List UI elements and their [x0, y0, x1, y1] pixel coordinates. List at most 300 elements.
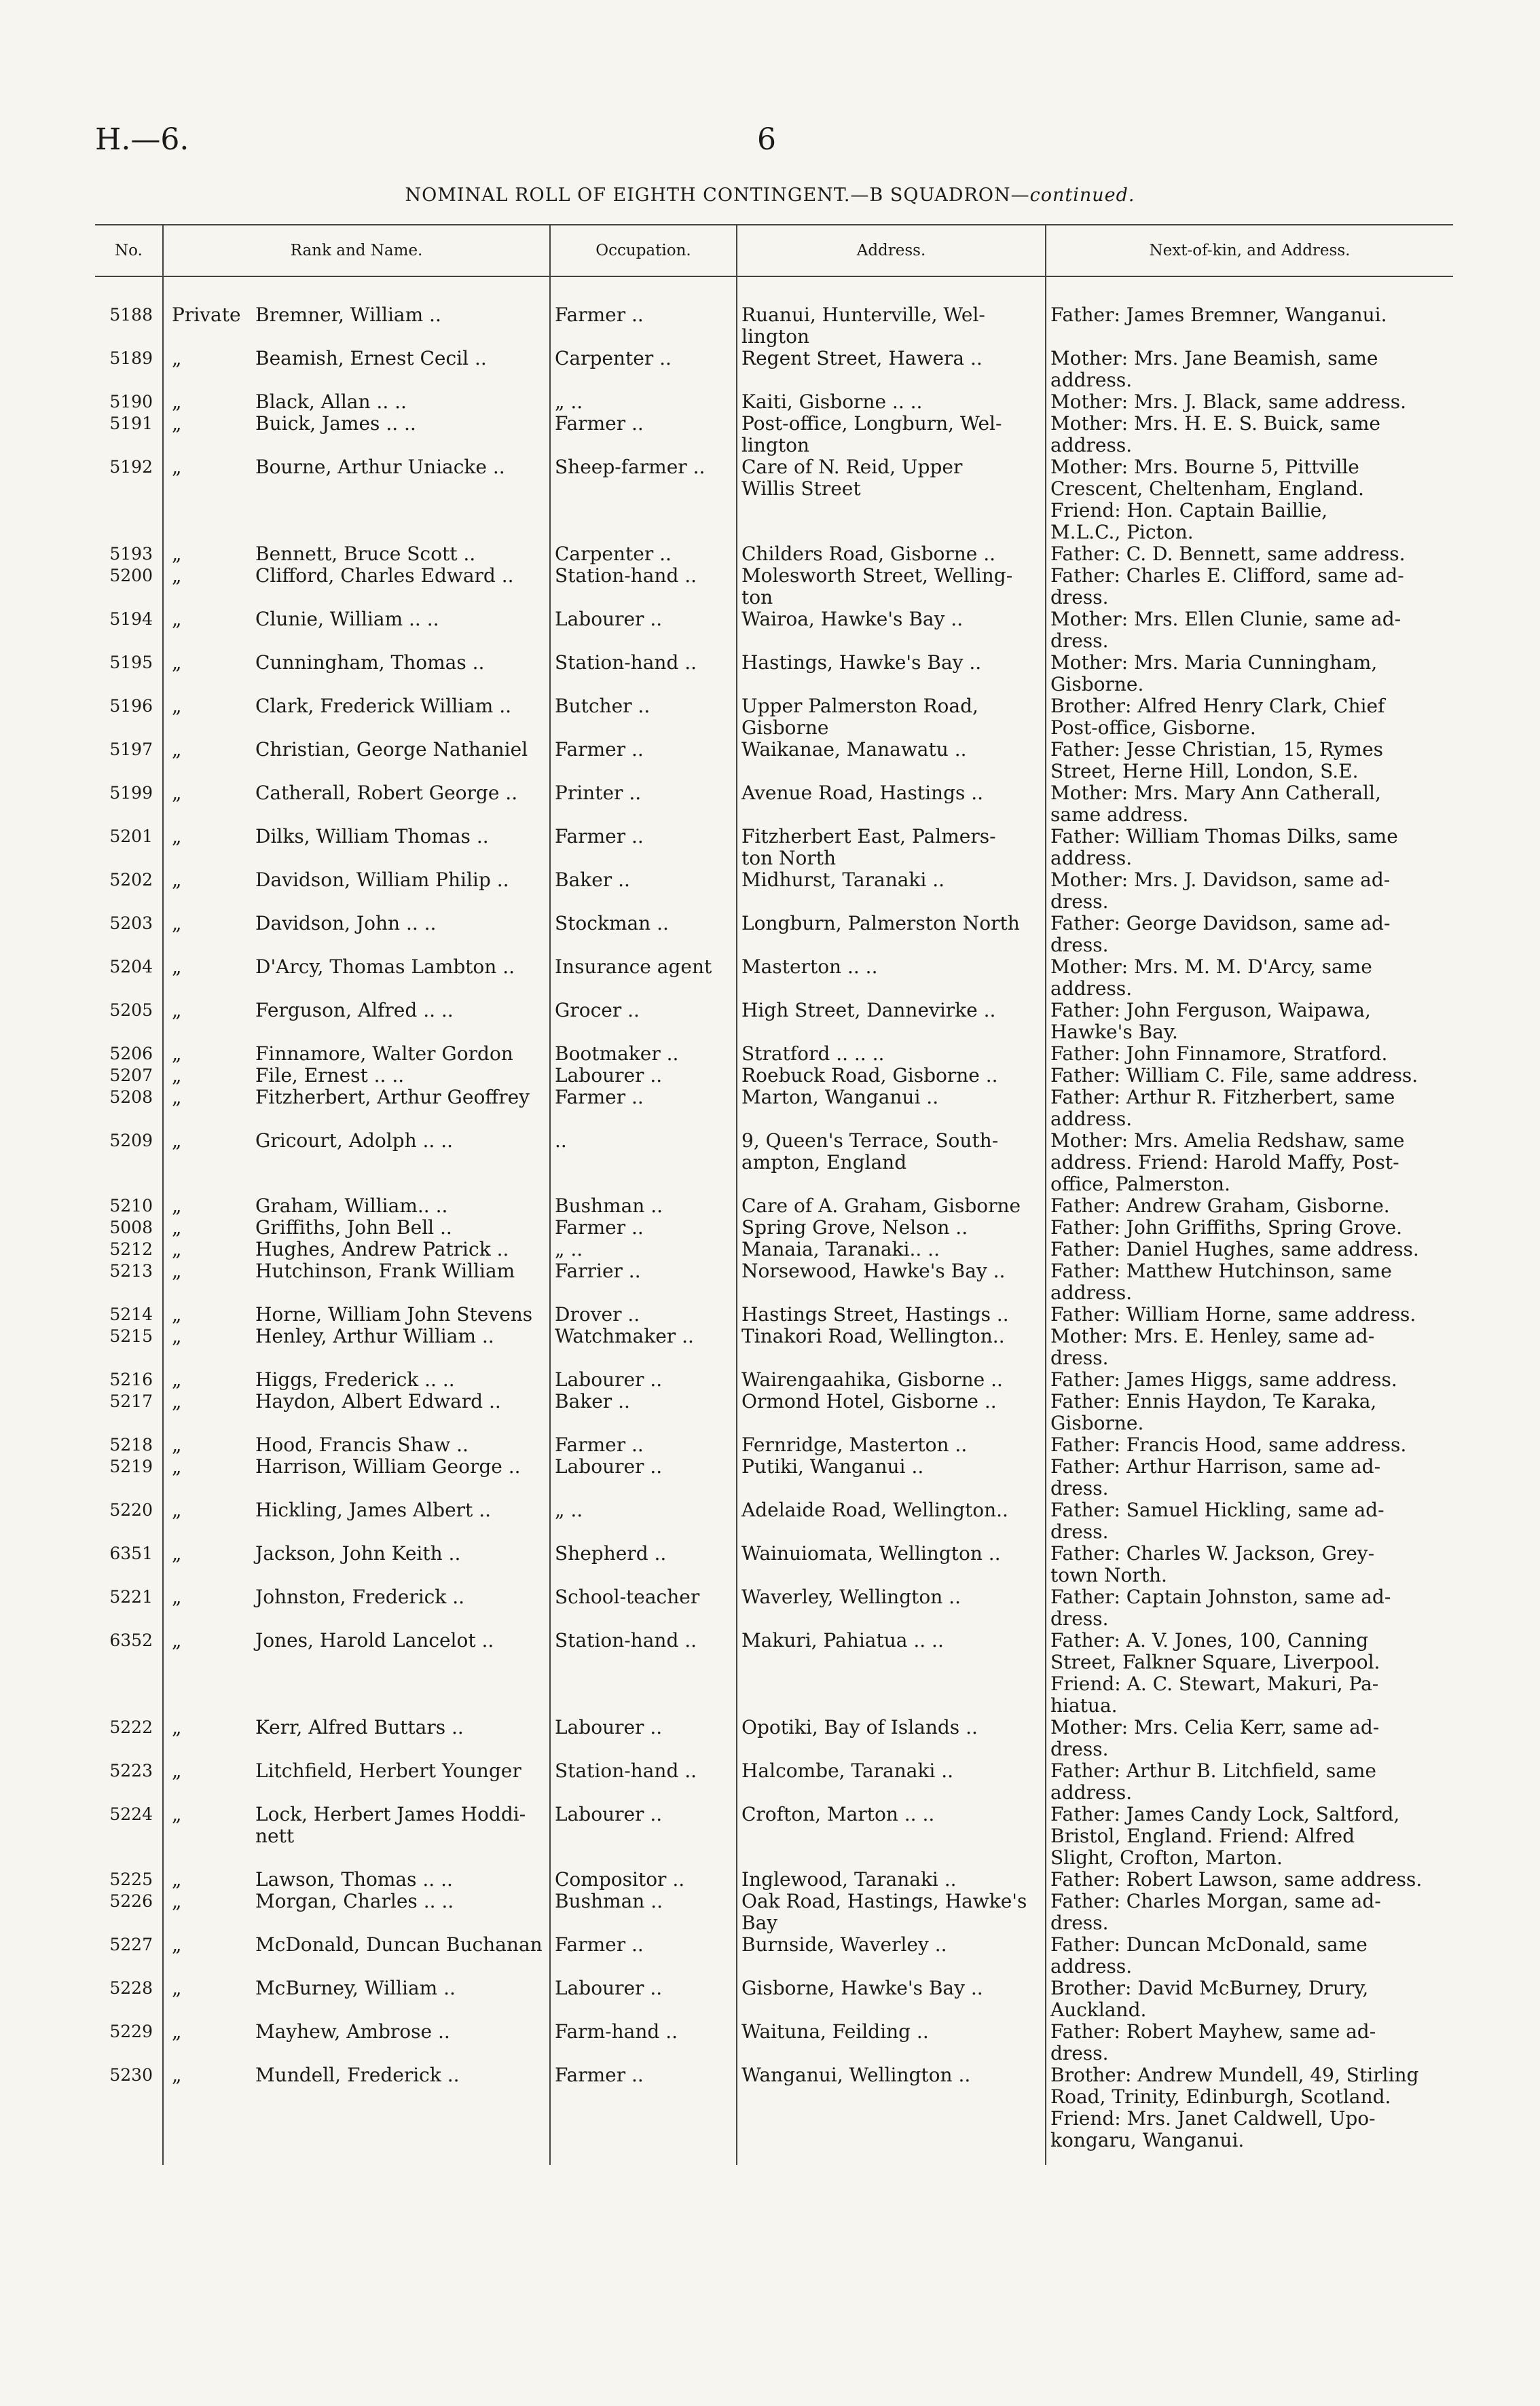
next-of-kin-line: address.: [1050, 1281, 1133, 1304]
occupation: „ ..: [550, 1239, 737, 1260]
next-of-kin-line: dress.: [1050, 586, 1109, 608]
next-of-kin-line: Father: Duncan McDonald, same: [1050, 1933, 1368, 1956]
table-row-continuation: [95, 978, 1453, 1000]
occupation: Grocer ..: [550, 1000, 737, 1021]
occupation: Baker ..: [550, 1391, 737, 1412]
member-name: Clifford, Charles Edward ..: [251, 565, 550, 587]
table-row: [95, 1000, 1453, 1021]
table-row-continuation: [95, 1108, 1453, 1130]
table-row-continuation: [95, 478, 1453, 500]
member-name: Catherall, Robert George ..: [251, 782, 550, 804]
occupation: Farmer ..: [550, 304, 737, 326]
address-line: Kaiti, Gisborne .. ..: [737, 391, 1046, 413]
table-row-continuation: [95, 1412, 1453, 1434]
occupation: Shepherd ..: [550, 1543, 737, 1565]
table-row-continuation: [95, 1347, 1453, 1369]
table-row-continuation: [95, 435, 1453, 456]
rank: „: [172, 1064, 182, 1087]
next-of-kin-line: Father: James Bremner, Wanganui.: [1050, 304, 1387, 326]
address-line: Hastings, Hawke's Bay ..: [737, 652, 1046, 674]
next-of-kin-line: Slight, Crofton, Marton.: [1050, 1846, 1283, 1869]
rank: „: [172, 1129, 182, 1152]
occupation: Carpenter ..: [550, 543, 737, 565]
address-line: Marton, Wanganui ..: [737, 1087, 1046, 1108]
member-name: Christian, George Nathaniel: [251, 739, 550, 761]
next-of-kin-line: Father: Jesse Christian, 15, Rymes: [1050, 738, 1384, 761]
address-line: Ruanui, Hunterville, Wel-: [737, 304, 1046, 326]
next-of-kin-line: dress.: [1050, 1738, 1109, 1760]
rank: „: [172, 1629, 182, 1652]
next-of-kin-line: Father: John Griffiths, Spring Grove.: [1050, 1216, 1403, 1239]
table-row: [95, 913, 1453, 934]
member-name: File, Ernest .. ..: [251, 1065, 550, 1087]
next-of-kin-line: Mother: Mrs. Mary Ann Catherall,: [1050, 782, 1381, 804]
rank: „: [172, 1368, 182, 1391]
address-line: Masterton .. ..: [737, 956, 1046, 978]
table-row: [95, 1195, 1453, 1217]
service-number: 5227: [95, 1934, 163, 1956]
address-line: Wairengaahika, Gisborne ..: [737, 1369, 1046, 1391]
rank: „: [172, 1542, 182, 1565]
address-line: Willis Street: [737, 478, 1046, 500]
table-row-continuation: [95, 2108, 1453, 2130]
table-row: [95, 1891, 1453, 1912]
next-of-kin-line: kongaru, Wanganui.: [1050, 2129, 1245, 2151]
next-of-kin-line: Father: Charles W. Jackson, Grey-: [1050, 1542, 1375, 1565]
next-of-kin-line: Father: Arthur Harrison, same ad-: [1050, 1455, 1381, 1478]
next-of-kin-line: address.: [1050, 369, 1133, 391]
table-row: [95, 1087, 1453, 1108]
occupation: ..: [550, 1130, 737, 1152]
member-name: Haydon, Albert Edward ..: [251, 1391, 550, 1412]
next-of-kin-line: address.: [1050, 977, 1133, 1000]
member-name: Horne, William John Stevens: [251, 1304, 550, 1326]
service-number: 5202: [95, 869, 163, 891]
occupation: Bushman ..: [550, 1195, 737, 1217]
service-number: 5196: [95, 695, 163, 717]
table-row-continuation: [95, 674, 1453, 695]
address-line: Molesworth Street, Welling-: [737, 565, 1046, 587]
member-name: Bennett, Bruce Scott ..: [251, 543, 550, 565]
next-of-kin-line: dress.: [1050, 630, 1109, 652]
rank: „: [172, 1390, 182, 1412]
address-line: Avenue Road, Hastings ..: [737, 782, 1046, 804]
next-of-kin-line: Father: John Ferguson, Waipawa,: [1050, 999, 1371, 1021]
next-of-kin-line: Mother: Mrs. Jane Beamish, same: [1050, 347, 1378, 369]
member-name: Hood, Francis Shaw ..: [251, 1434, 550, 1456]
rank: „: [172, 1890, 182, 1912]
member-name: Jackson, John Keith ..: [251, 1543, 550, 1565]
column-header-no: No.: [95, 225, 163, 276]
next-of-kin-line: office, Palmerston.: [1050, 1173, 1230, 1195]
next-of-kin-line: address.: [1050, 847, 1133, 869]
table-row: [95, 1434, 1453, 1456]
table-row-continuation: [95, 522, 1453, 543]
table-row-continuation: [95, 326, 1453, 348]
next-of-kin-line: Mother: Mrs. E. Henley, same ad-: [1050, 1325, 1375, 1347]
rank: „: [172, 1042, 182, 1065]
address-line: Waverley, Wellington ..: [737, 1586, 1046, 1608]
member-name-continued: nett: [251, 1825, 550, 1847]
address-line: Care of N. Reid, Upper: [737, 456, 1046, 478]
service-number: 5201: [95, 826, 163, 847]
member-name: Litchfield, Herbert Younger: [251, 1760, 550, 1782]
table-row: [95, 2021, 1453, 2043]
service-number: 5228: [95, 1977, 163, 1999]
address-line: Gisborne, Hawke's Bay ..: [737, 1977, 1046, 1999]
service-number: 5218: [95, 1434, 163, 1456]
table-row-continuation: [95, 2130, 1453, 2151]
table-row-continuation: [95, 1825, 1453, 1847]
address-line: Putiki, Wanganui ..: [737, 1456, 1046, 1478]
table-row: [95, 348, 1453, 369]
next-of-kin-line: Street, Falkner Square, Liverpool.: [1050, 1651, 1380, 1673]
member-name: Clunie, William .. ..: [251, 608, 550, 630]
rank: „: [172, 1499, 182, 1521]
next-of-kin-line: Father: William Thomas Dilks, same: [1050, 825, 1398, 847]
address-line: Wairoa, Hawke's Bay ..: [737, 608, 1046, 630]
column-header-occupation: Occupation.: [550, 225, 737, 276]
rank: „: [172, 1216, 182, 1239]
address-line: Waikanae, Manawatu ..: [737, 739, 1046, 761]
table-body: [95, 276, 1453, 2165]
table-row-continuation: [95, 500, 1453, 522]
table-row-continuation: [95, 847, 1453, 869]
member-name: Hutchinson, Frank William: [251, 1260, 550, 1282]
member-name: Johnston, Frederick ..: [251, 1586, 550, 1608]
rank: „: [172, 782, 182, 804]
member-name: D'Arcy, Thomas Lambton ..: [251, 956, 550, 978]
table-row-continuation: [95, 804, 1453, 826]
next-of-kin-line: dress.: [1050, 2042, 1109, 2064]
address-line: Midhurst, Taranaki ..: [737, 869, 1046, 891]
next-of-kin-line: dress.: [1050, 1912, 1109, 1934]
nominal-roll-table: [95, 224, 1453, 2165]
occupation: Farmer ..: [550, 413, 737, 435]
occupation: Labourer ..: [550, 1717, 737, 1738]
rank: „: [172, 456, 182, 478]
service-number: 5192: [95, 456, 163, 478]
table-row-continuation: [95, 369, 1453, 391]
next-of-kin-line: Father: Samuel Hickling, same ad-: [1050, 1499, 1385, 1521]
next-of-kin-line: dress.: [1050, 1607, 1109, 1630]
next-of-kin-line: address.: [1050, 1955, 1133, 1977]
rank: „: [172, 1195, 182, 1217]
next-of-kin-line: Bristol, England. Friend: Alfred: [1050, 1825, 1355, 1847]
table-row: [95, 695, 1453, 717]
service-number: 5222: [95, 1717, 163, 1738]
table-row: [95, 456, 1453, 478]
table-row: [95, 1065, 1453, 1087]
rank: „: [172, 825, 182, 847]
address-line: lington: [737, 435, 1046, 456]
service-number: 5214: [95, 1304, 163, 1326]
rank: „: [172, 1933, 182, 1956]
service-number: 5221: [95, 1586, 163, 1608]
next-of-kin-line: dress.: [1050, 934, 1109, 956]
next-of-kin-line: address.: [1050, 1781, 1133, 1804]
rank: „: [172, 1803, 182, 1825]
next-of-kin-line: Father: James Higgs, same address.: [1050, 1368, 1397, 1391]
table-row-continuation: [95, 1738, 1453, 1760]
member-name: Black, Allan .. ..: [251, 391, 550, 413]
table-row-continuation: [95, 1999, 1453, 2021]
table-row: [95, 826, 1453, 847]
service-number: 5215: [95, 1326, 163, 1347]
service-number: 5188: [95, 304, 163, 326]
table-row: [95, 304, 1453, 326]
table-row-continuation: [95, 1782, 1453, 1804]
member-name: McBurney, William ..: [251, 1977, 550, 1999]
rank: „: [172, 1716, 182, 1738]
address-line: Inglewood, Taranaki ..: [737, 1869, 1046, 1891]
occupation: Farmer ..: [550, 826, 737, 847]
service-number: 5200: [95, 565, 163, 587]
next-of-kin-line: Father: Captain Johnston, same ad-: [1050, 1586, 1391, 1608]
table-row: [95, 869, 1453, 891]
member-name: Ferguson, Alfred .. ..: [251, 1000, 550, 1021]
service-number: 5229: [95, 2021, 163, 2043]
rank: „: [172, 695, 182, 717]
member-name: Lawson, Thomas .. ..: [251, 1869, 550, 1891]
table-row: [95, 2064, 1453, 2086]
next-of-kin-line: Father: A. V. Jones, 100, Canning: [1050, 1629, 1369, 1652]
next-of-kin-line: Mother: Mrs. J. Davidson, same ad-: [1050, 869, 1391, 891]
rank: „: [172, 999, 182, 1021]
table-row: [95, 1304, 1453, 1326]
address-line: Regent Street, Hawera ..: [737, 348, 1046, 369]
rank: „: [172, 912, 182, 934]
page-title: [0, 185, 1540, 206]
address-line: Post-office, Longburn, Wel-: [737, 413, 1046, 435]
occupation: Farmer ..: [550, 1434, 737, 1456]
member-name: Bremner, William ..: [251, 304, 550, 326]
member-name: Bourne, Arthur Uniacke ..: [251, 456, 550, 478]
table-row-continuation: [95, 934, 1453, 956]
occupation: Labourer ..: [550, 1804, 737, 1825]
next-of-kin-line: Mother: Mrs. M. M. D'Arcy, same: [1050, 955, 1372, 978]
member-name: Mayhew, Ambrose ..: [251, 2021, 550, 2043]
table-row-continuation: [95, 1521, 1453, 1543]
occupation: Watchmaker ..: [550, 1326, 737, 1347]
next-of-kin-line: Father: Robert Lawson, same address.: [1050, 1868, 1423, 1891]
next-of-kin-line: dress.: [1050, 1477, 1109, 1499]
service-number: 5225: [95, 1869, 163, 1891]
next-of-kin-line: Road, Trinity, Edinburgh, Scotland.: [1050, 2085, 1391, 2108]
rank: „: [172, 2020, 182, 2043]
member-name: Clark, Frederick William ..: [251, 695, 550, 717]
table-row: [95, 1499, 1453, 1521]
member-name: Griffiths, John Bell ..: [251, 1217, 550, 1239]
table-row: [95, 1239, 1453, 1260]
occupation: Farmer ..: [550, 1087, 737, 1108]
service-number: 5224: [95, 1804, 163, 1825]
next-of-kin-line: Brother: Alfred Henry Clark, Chief: [1050, 695, 1385, 717]
next-of-kin-line: Father: Andrew Graham, Gisborne.: [1050, 1195, 1390, 1217]
address-line: ampton, England: [737, 1152, 1046, 1173]
member-name: Lock, Herbert James Hoddi-: [251, 1804, 550, 1825]
table-row-continuation: [95, 761, 1453, 782]
service-number: 5213: [95, 1260, 163, 1282]
next-of-kin-line: Father: Matthew Hutchinson, same: [1050, 1260, 1392, 1282]
occupation: Bootmaker ..: [550, 1043, 737, 1065]
rank: „: [172, 1455, 182, 1478]
service-number: 5210: [95, 1195, 163, 1217]
occupation: Insurance agent: [550, 956, 737, 978]
next-of-kin-line: address.: [1050, 434, 1133, 456]
next-of-kin-line: Hawke's Bay.: [1050, 1021, 1178, 1043]
page-number: 6: [757, 122, 776, 157]
table-row: [95, 956, 1453, 978]
service-number: 5216: [95, 1369, 163, 1391]
table-row: [95, 1456, 1453, 1478]
member-name: Beamish, Ernest Cecil ..: [251, 348, 550, 369]
address-line: Gisborne: [737, 717, 1046, 739]
table-row-continuation: [95, 1173, 1453, 1195]
table-row: [95, 1630, 1453, 1652]
address-line: Fernridge, Masterton ..: [737, 1434, 1046, 1456]
address-line: Upper Palmerston Road,: [737, 695, 1046, 717]
next-of-kin-line: Mother: Mrs. Amelia Redshaw, same: [1050, 1129, 1405, 1152]
next-of-kin-line: Father: William Horne, same address.: [1050, 1303, 1416, 1326]
column-header-rank-name: Rank and Name.: [163, 225, 550, 276]
member-name: Gricourt, Adolph .. ..: [251, 1130, 550, 1152]
occupation: Farmer ..: [550, 1217, 737, 1239]
table-row: [95, 1977, 1453, 1999]
member-name: Kerr, Alfred Buttars ..: [251, 1717, 550, 1738]
service-number: 5206: [95, 1043, 163, 1065]
next-of-kin-line: dress.: [1050, 1347, 1109, 1369]
table-row: [95, 1391, 1453, 1412]
address-line: Stratford .. .. ..: [737, 1043, 1046, 1065]
service-number: 5204: [95, 956, 163, 978]
table-row: [95, 565, 1453, 587]
service-number: 5197: [95, 739, 163, 761]
member-name: Higgs, Frederick .. ..: [251, 1369, 550, 1391]
table-row: [95, 608, 1453, 630]
address-line: Childers Road, Gisborne ..: [737, 543, 1046, 565]
table-row: [95, 1717, 1453, 1738]
address-line: Care of A. Graham, Gisborne: [737, 1195, 1046, 1217]
rank: „: [172, 1586, 182, 1608]
table-row-continuation: [95, 1478, 1453, 1499]
address-line: Oak Road, Hastings, Hawke's: [737, 1891, 1046, 1912]
member-name: McDonald, Duncan Buchanan: [251, 1934, 550, 1956]
table-row: [95, 413, 1453, 435]
table-row-continuation: [95, 1021, 1453, 1043]
service-number: 5209: [95, 1130, 163, 1152]
next-of-kin-line: Friend: A. C. Stewart, Makuri, Pa-: [1050, 1673, 1379, 1695]
occupation: „ ..: [550, 1499, 737, 1521]
rank: „: [172, 1303, 182, 1326]
rank: „: [172, 412, 182, 435]
table-row-continuation: [95, 1847, 1453, 1869]
rank: „: [172, 1868, 182, 1891]
title-continued: continued.: [1029, 185, 1135, 206]
occupation: Farmer ..: [550, 2064, 737, 2086]
table-row: [95, 1326, 1453, 1347]
member-name: Davidson, William Philip ..: [251, 869, 550, 891]
occupation: Stockman ..: [550, 913, 737, 934]
member-name: Hughes, Andrew Patrick ..: [251, 1239, 550, 1260]
member-name: Harrison, William George ..: [251, 1456, 550, 1478]
occupation: Compositor ..: [550, 1869, 737, 1891]
occupation: School-teacher: [550, 1586, 737, 1608]
occupation: Station-hand ..: [550, 1760, 737, 1782]
occupation: Farmer ..: [550, 739, 737, 761]
title-main: NOMINAL ROLL OF EIGHTH CONTINGENT.—B SQUADRON—: [405, 185, 1030, 206]
rank: „: [172, 738, 182, 761]
occupation: Farmer ..: [550, 1934, 737, 1956]
service-number: 5199: [95, 782, 163, 804]
column-header-address: Address.: [737, 225, 1046, 276]
rank: „: [172, 869, 182, 891]
service-number: 5230: [95, 2064, 163, 2086]
member-name: Jones, Harold Lancelot ..: [251, 1630, 550, 1652]
next-of-kin-line: Mother: Mrs. Celia Kerr, same ad-: [1050, 1716, 1380, 1738]
table-row-continuation: [95, 1608, 1453, 1630]
column-header-next-of-kin: Next-of-kin, and Address.: [1046, 225, 1453, 276]
occupation: Drover ..: [550, 1304, 737, 1326]
service-number: 6352: [95, 1630, 163, 1652]
table-row: [95, 739, 1453, 761]
occupation: Carpenter ..: [550, 348, 737, 369]
next-of-kin-line: M.L.C., Picton.: [1050, 521, 1194, 543]
table-row: [95, 1260, 1453, 1282]
address-line: Waituna, Feilding ..: [737, 2021, 1046, 2043]
rank: „: [172, 543, 182, 565]
address-line: Tinakori Road, Wellington..: [737, 1326, 1046, 1347]
member-name: Hickling, James Albert ..: [251, 1499, 550, 1521]
table-row-continuation: [95, 1912, 1453, 1934]
next-of-kin-line: hiatua.: [1050, 1694, 1118, 1717]
table-row: [95, 1217, 1453, 1239]
service-number: 5203: [95, 913, 163, 934]
address-line: Halcombe, Taranaki ..: [737, 1760, 1046, 1782]
next-of-kin-line: Father: Daniel Hughes, same address.: [1050, 1238, 1419, 1260]
table-row: [95, 391, 1453, 413]
address-line: Norsewood, Hawke's Bay ..: [737, 1260, 1046, 1282]
service-number: 5220: [95, 1499, 163, 1521]
member-name: Finnamore, Walter Gordon: [251, 1043, 550, 1065]
table-row-continuation: [95, 1282, 1453, 1304]
table-row-continuation: [95, 630, 1453, 652]
next-of-kin-line: Father: C. D. Bennett, same address.: [1050, 543, 1406, 565]
address-line: Wainuiomata, Wellington ..: [737, 1543, 1046, 1565]
rank: „: [172, 1325, 182, 1347]
service-number: 5219: [95, 1456, 163, 1478]
next-of-kin-line: Street, Herne Hill, London, S.E.: [1050, 760, 1359, 782]
table-row: [95, 1934, 1453, 1956]
member-name: Cunningham, Thomas ..: [251, 652, 550, 674]
address-line: Roebuck Road, Gisborne ..: [737, 1065, 1046, 1087]
table-row-continuation: [95, 587, 1453, 608]
occupation: Farm-hand ..: [550, 2021, 737, 2043]
table-row: [95, 543, 1453, 565]
next-of-kin-line: Father: John Finnamore, Stratford.: [1050, 1042, 1388, 1065]
address-line: Hastings Street, Hastings ..: [737, 1304, 1046, 1326]
table-row-continuation: [95, 1652, 1453, 1673]
member-name: Henley, Arthur William ..: [251, 1326, 550, 1347]
next-of-kin-line: Auckland.: [1050, 1999, 1147, 2021]
address-line: High Street, Dannevirke ..: [737, 1000, 1046, 1021]
rank: „: [172, 347, 182, 369]
next-of-kin-line: Father: William C. File, same address.: [1050, 1064, 1418, 1087]
next-of-kin-line: Mother: Mrs. J. Black, same address.: [1050, 390, 1407, 413]
next-of-kin-line: Mother: Mrs. Bourne 5, Pittville: [1050, 456, 1359, 478]
rank: Private: [172, 304, 241, 326]
table-row: [95, 1869, 1453, 1891]
